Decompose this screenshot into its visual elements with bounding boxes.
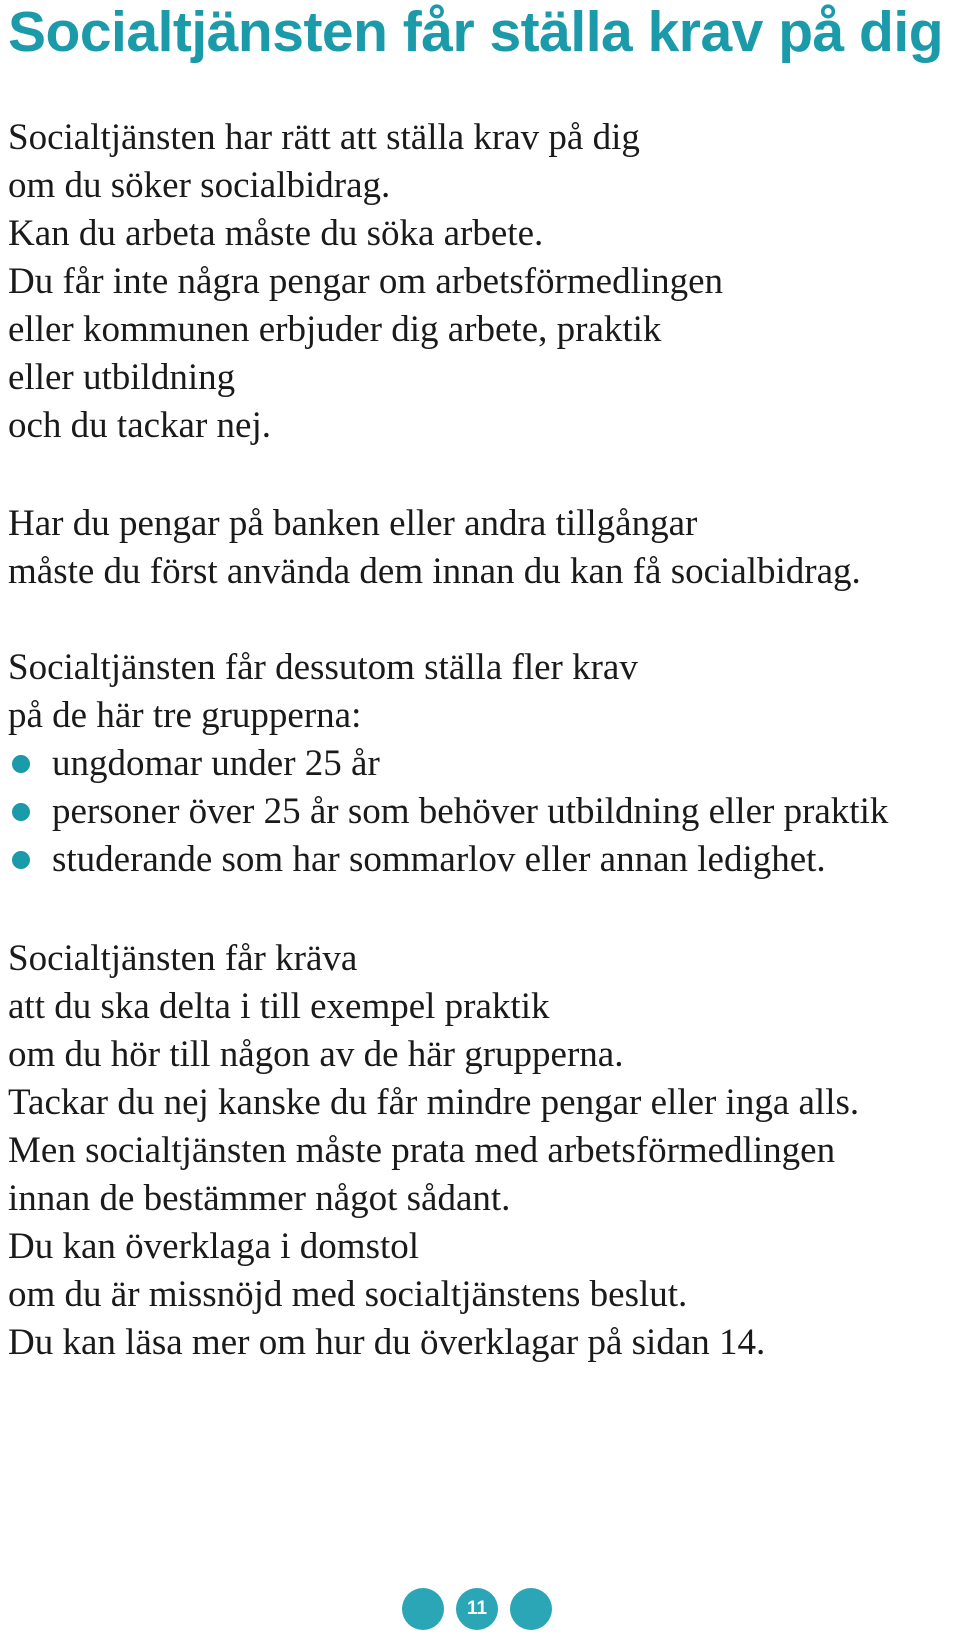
paragraph-line: på de här tre grupperna: (8, 695, 362, 736)
paragraph-line: Kan du arbeta måste du söka arbete. (8, 213, 544, 254)
paragraph-line: eller kommunen erbjuder dig arbete, praktik (8, 309, 662, 350)
paragraph-line: om du är missnöjd med socialtjänstens beslut. (8, 1274, 688, 1315)
paragraph-line: Tackar du nej kanske du får mindre pengar eller inga alls. (8, 1082, 860, 1123)
paragraph-line: Du får inte några pengar om arbetsförmedlingen (8, 261, 724, 302)
paragraph-line: måste du först använda dem innan du kan få socialbidrag. (8, 551, 861, 592)
bullet-dot-icon (12, 803, 30, 821)
list-item (8, 740, 888, 788)
paragraph-line: innan de bestämmer något sådant. (8, 1178, 511, 1219)
decorative-dot-icon (510, 1588, 552, 1630)
paragraph-line: eller utbildning (8, 357, 236, 398)
paragraph-line: Du kan överklaga i domstol (8, 1226, 420, 1267)
page-title: Socialtjänsten får ställa krav på dig (8, 0, 944, 64)
list-item (8, 836, 888, 884)
list-item-text: ungdomar under 25 år (52, 743, 380, 784)
paragraph-line: att du ska delta i till exempel praktik (8, 986, 550, 1027)
paragraph-requirements (8, 114, 723, 450)
page-number: 11 (466, 1598, 488, 1619)
page-footer (402, 1588, 554, 1632)
list-item-text: studerande som har sommarlov eller annan ledighet. (52, 839, 826, 880)
paragraph-line: Men socialtjänsten måste prata med arbetsförmedlingen (8, 1130, 836, 1171)
paragraph-line: om du söker socialbidrag. (8, 165, 391, 206)
paragraph-assets (8, 500, 861, 596)
list-item (8, 788, 888, 836)
paragraph-line: Har du pengar på banken eller andra tillgångar (8, 503, 698, 544)
bullet-dot-icon (12, 755, 30, 773)
paragraph-line: Socialtjänsten har rätt att ställa krav på dig (8, 117, 640, 158)
paragraph-line: om du hör till någon av de här grupperna. (8, 1034, 624, 1075)
list-item-text: personer över 25 år som behöver utbildning eller praktik (52, 791, 889, 832)
paragraph-line: Du kan läsa mer om hur du överklagar på sidan 14. (8, 1322, 766, 1363)
paragraph-line: och du tackar nej. (8, 405, 271, 446)
paragraph-line: Socialtjänsten får dessutom ställa fler krav (8, 647, 638, 688)
groups-list (8, 740, 888, 884)
paragraph-groups-intro (8, 644, 638, 740)
bullet-dot-icon (12, 851, 30, 869)
decorative-dot-icon (402, 1588, 444, 1630)
page-number-badge (456, 1588, 498, 1630)
paragraph-line: Socialtjänsten får kräva (8, 938, 358, 979)
paragraph-demands (8, 935, 859, 1367)
